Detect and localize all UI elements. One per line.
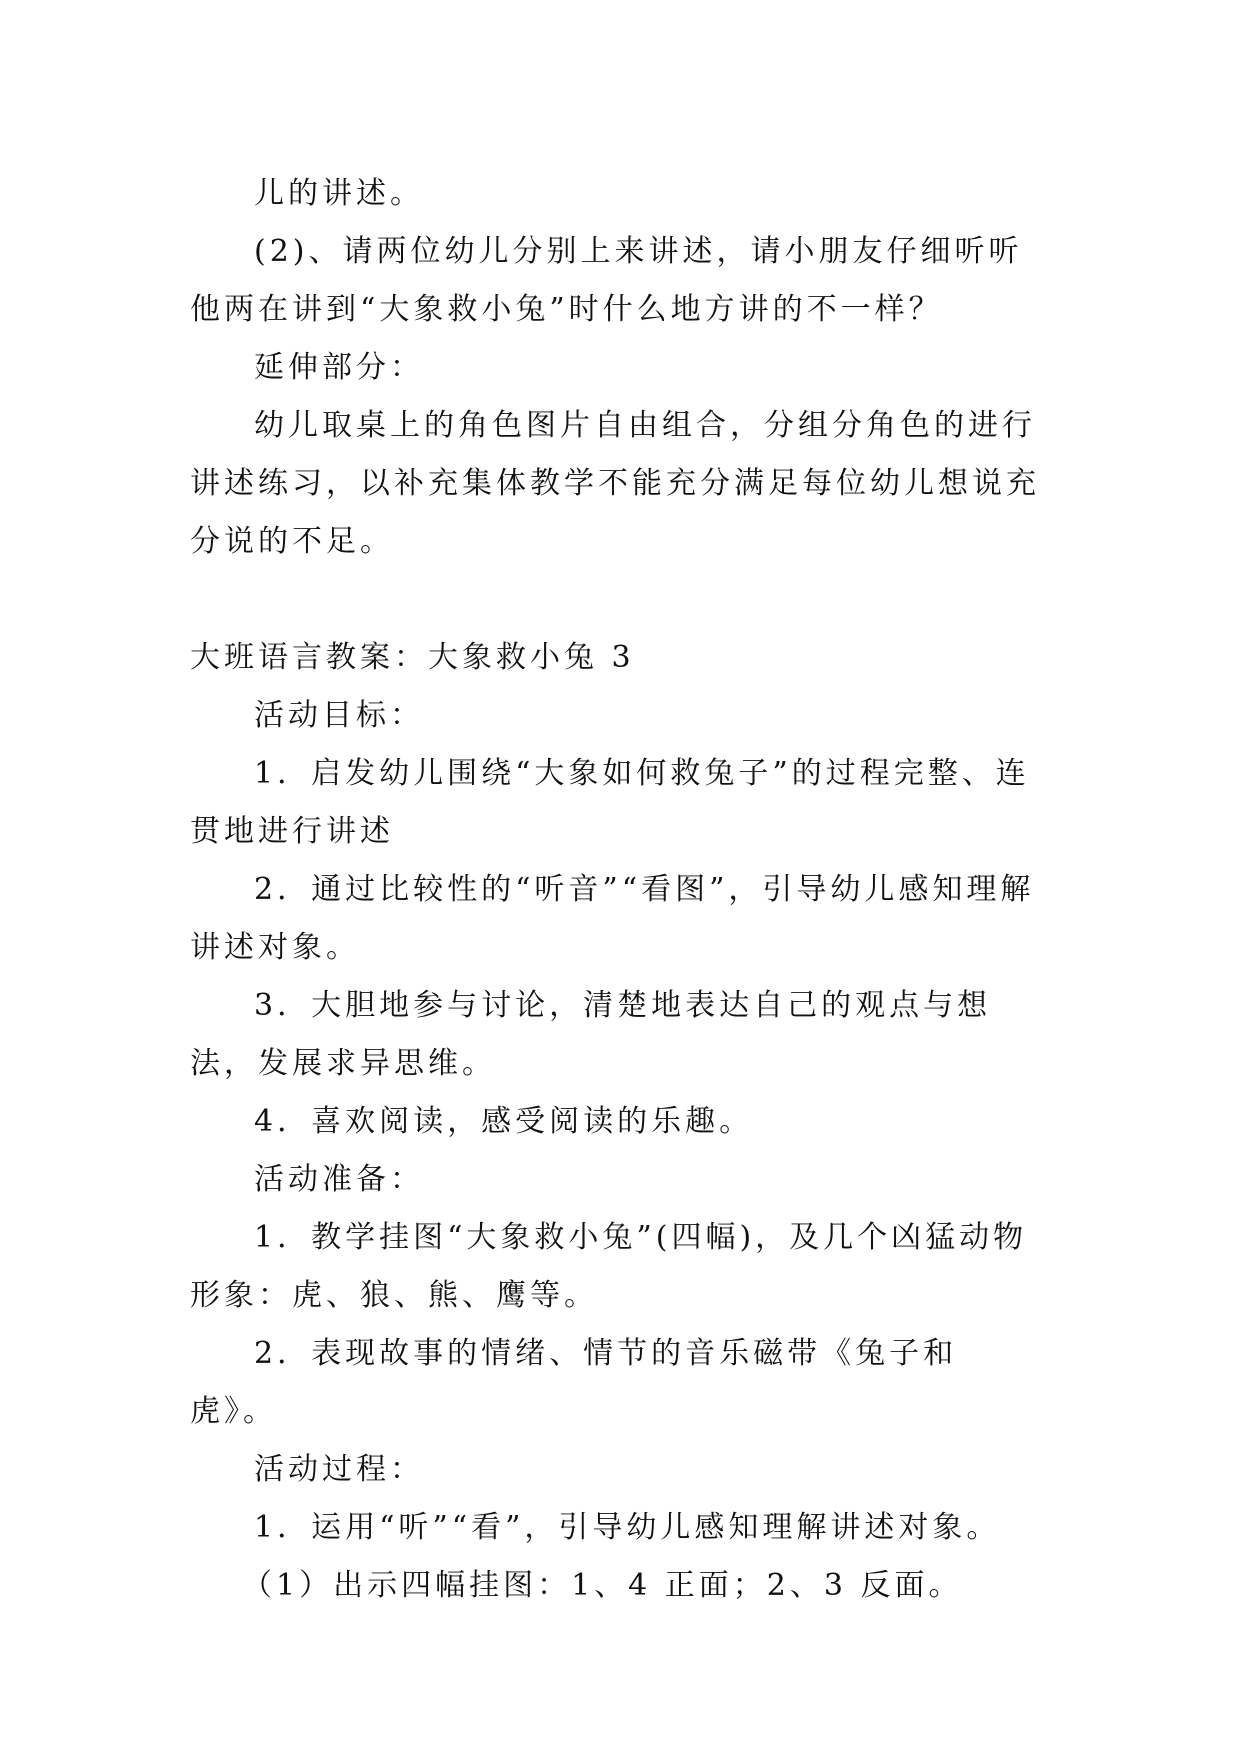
goal-item: 3．大胆地参与讨论，清楚地表达自己的观点与想法，发展求异思维。 (190, 988, 992, 1081)
prep-item: 1．教学挂图“大象救小兔”(四幅)，及几个凶猛动物形象：虎、狼、熊、鹰等。 (190, 1220, 1028, 1313)
prep-item: 2．表现故事的情绪、情节的音乐磁带《兔子和虎》。 (190, 1336, 958, 1429)
paragraph-2: (2)、请两位幼儿分别上来讲述，请小朋友仔细听听他两在讲到“大象救小兔”时什么地方讲的不一样？ (190, 234, 1023, 327)
goal-item: 1．启发幼儿围绕“大象如何救兔子”的过程完整、连贯地进行讲述 (190, 756, 1030, 849)
section-gap (190, 571, 1041, 629)
goal-item: 4．喜欢阅读，感受阅读的乐趣。 (254, 1104, 754, 1139)
section-title: 大班语言教案：大象救小兔 3 (190, 640, 635, 675)
process-item: （1）出示四幅挂图：1、4 正面；2、3 反面。 (242, 1568, 963, 1603)
process-heading: 活动过程： (254, 1452, 424, 1487)
extension-text: 幼儿取桌上的角色图片自由组合，分组分角色的进行讲述练习，以补充集体教学不能充分满足每位幼儿想说充分说的不足。 (190, 408, 1040, 559)
goals-heading: 活动目标： (254, 698, 424, 733)
continuation-text: 儿的讲述。 (254, 176, 424, 211)
goal-item: 2．通过比较性的“听音”“看图”，引导幼儿感知理解讲述对象。 (190, 872, 1035, 965)
extension-heading: 延伸部分： (254, 350, 424, 385)
process-item: 1．运用“听”“看”，引导幼儿感知理解讲述对象。 (254, 1510, 1001, 1545)
prep-heading: 活动准备： (254, 1162, 424, 1197)
